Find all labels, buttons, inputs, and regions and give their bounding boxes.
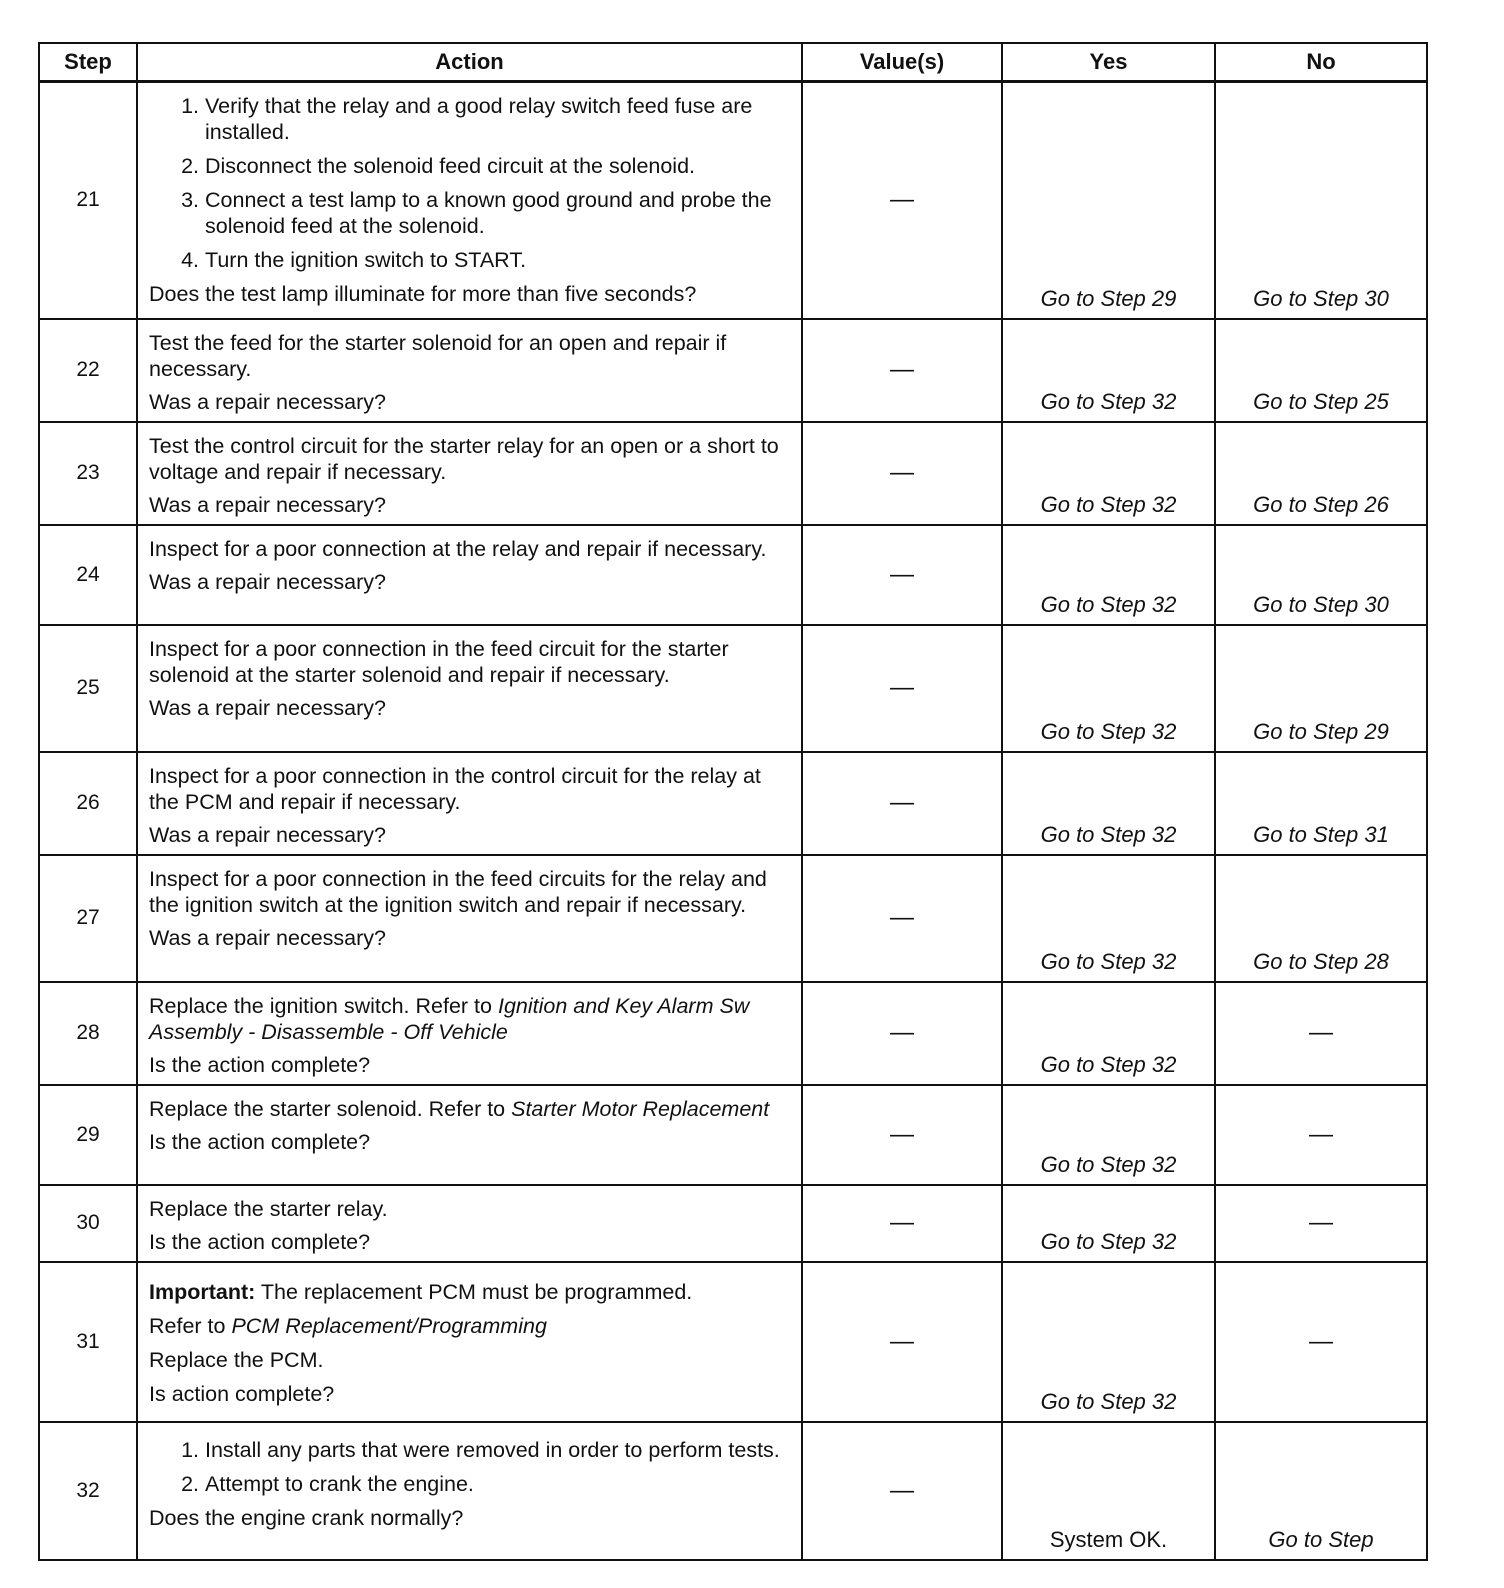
list-item: 2. Attempt to crank the engine. [205,1471,791,1497]
value-cell: — [802,625,1002,752]
no-cell: Go to Step 29 [1215,625,1427,752]
action-text [149,1096,791,1122]
list-item: 1. Verify that the relay and a good relay switch feed fuse are installed. [205,93,791,145]
value-cell: — [802,1185,1002,1262]
step-number: 24 [39,525,137,625]
no-cell: Go to Step 31 [1215,752,1427,855]
action-text: Replace the PCM. [149,1347,324,1372]
table-header-row [39,43,1427,82]
table-row [39,982,1427,1085]
procedure-reference-link[interactable]: Starter Motor Replacement [511,1096,770,1121]
yes-cell: Go to Step 32 [1002,982,1215,1085]
action-cell [137,855,802,982]
action-cell [137,319,802,422]
action-text: Test the control circuit for the starter relay for an open or a short to voltage and repair if necessary. [149,433,779,484]
yes-cell: Go to Step 32 [1002,625,1215,752]
yes-cell: Go to Step 32 [1002,1185,1215,1262]
column-header-yes: Yes [1002,43,1215,82]
table-row [39,855,1427,982]
step-number: 27 [39,855,137,982]
list-item: 1. Install any parts that were removed in order to perform tests. [205,1437,791,1463]
action-list [149,1437,791,1497]
yes-cell: Go to Step 32 [1002,855,1215,982]
action-text [149,993,791,1045]
step-number: 32 [39,1422,137,1560]
no-cell: Go to Step 30 [1215,82,1427,319]
table-row [39,82,1427,319]
action-question: Was a repair necessary? [149,822,386,847]
action-text: Inspect for a poor connection at the relay and repair if necessary. [149,536,767,561]
action-instruction: Replace the ignition switch. Refer to [149,993,498,1018]
no-cell: — [1215,1262,1427,1422]
action-text: Inspect for a poor connection in the control circuit for the relay at the PCM and repair if necessary. [149,763,761,814]
yes-cell: Go to Step 32 [1002,1262,1215,1422]
value-cell: — [802,1422,1002,1560]
action-cell [137,982,802,1085]
value-cell: — [802,422,1002,525]
action-question: Does the test lamp illuminate for more than five seconds? [149,282,697,306]
step-number: 22 [39,319,137,422]
no-cell: — [1215,1185,1427,1262]
value-cell: — [802,1085,1002,1185]
diagnostic-step-table [38,42,1428,1561]
yes-cell: Go to Step 32 [1002,1085,1215,1185]
table-row [39,422,1427,525]
action-question: Was a repair necessary? [149,925,386,950]
no-cell: Go to Step 28 [1215,855,1427,982]
value-cell: — [802,319,1002,422]
procedure-reference-link[interactable]: Ignition and Key Alarm Sw Assembly - Disassemble - Off Vehicle [149,993,750,1044]
no-cell: — [1215,1085,1427,1185]
procedure-reference-link[interactable]: PCM Replacement/Programming [231,1313,547,1338]
reference-line [149,1313,791,1339]
table-row [39,1422,1427,1560]
yes-cell: Go to Step 32 [1002,319,1215,422]
value-cell: — [802,855,1002,982]
yes-cell: Go to Step 32 [1002,752,1215,855]
table-row [39,752,1427,855]
table-row [39,1262,1427,1422]
table-row [39,625,1427,752]
action-cell [137,422,802,525]
step-number: 28 [39,982,137,1085]
list-item: 3. Connect a test lamp to a known good ground and probe the solenoid feed at the solenoid. [205,187,791,239]
action-cell [137,752,802,855]
no-cell: Go to Step 30 [1215,525,1427,625]
step-number: 31 [39,1262,137,1422]
list-item: 4. Turn the ignition switch to START. [205,247,791,273]
yes-cell: System OK. [1002,1422,1215,1560]
value-cell: — [802,525,1002,625]
table-row [39,525,1427,625]
column-header-no: No [1215,43,1427,82]
step-number: 30 [39,1185,137,1262]
action-cell [137,1262,802,1422]
table-row [39,319,1427,422]
action-text: Inspect for a poor connection in the feed circuit for the starter solenoid at the starter solenoid and repair if necessary. [149,636,729,687]
value-cell: — [802,982,1002,1085]
column-header-action: Action [137,43,802,82]
value-cell: — [802,82,1002,319]
no-cell: Go to Step 26 [1215,422,1427,525]
list-item: 2. Disconnect the solenoid feed circuit at the solenoid. [205,153,791,179]
yes-cell: Go to Step 32 [1002,422,1215,525]
action-question: Was a repair necessary? [149,389,386,414]
yes-cell: Go to Step 29 [1002,82,1215,319]
column-header-values: Value(s) [802,43,1002,82]
action-text: Inspect for a poor connection in the feed circuits for the relay and the ignition switch at the ignition switch and repair if necessary. [149,866,767,917]
action-question: Was a repair necessary? [149,492,386,517]
action-text: Replace the starter relay. [149,1196,388,1221]
action-question: Was a repair necessary? [149,569,386,594]
action-cell [137,625,802,752]
action-instruction: Replace the starter solenoid. Refer to [149,1096,512,1121]
action-cell [137,1085,802,1185]
action-cell [137,1185,802,1262]
value-cell: — [802,752,1002,855]
table-row [39,1185,1427,1262]
no-cell: Go to Step 25 [1215,319,1427,422]
action-cell [137,525,802,625]
action-question: Is the action complete? [149,1229,371,1254]
step-number: 25 [39,625,137,752]
step-number: 26 [39,752,137,855]
action-question: Does the engine crank normally? [149,1505,464,1530]
action-question: Was a repair necessary? [149,695,386,720]
step-number: 23 [39,422,137,525]
important-text: The replacement PCM must be programmed. [255,1279,693,1304]
action-cell [137,1422,802,1560]
action-text: Test the feed for the starter solenoid for an open and repair if necessary. [149,330,727,381]
table-row [39,1085,1427,1185]
action-question: Is action complete? [149,1381,335,1406]
action-list [149,93,791,273]
value-cell: — [802,1262,1002,1422]
step-number: 21 [39,82,137,319]
yes-cell: Go to Step 32 [1002,525,1215,625]
action-question: Is the action complete? [149,1052,371,1077]
step-number: 29 [39,1085,137,1185]
no-cell: — [1215,982,1427,1085]
action-cell [137,82,802,319]
important-label: Important: [149,1279,256,1304]
refer-text: Refer to [149,1313,232,1338]
important-note [149,1279,791,1305]
column-header-step: Step [39,43,137,82]
action-question: Is the action complete? [149,1129,371,1154]
no-cell: Go to Step [1215,1422,1427,1560]
